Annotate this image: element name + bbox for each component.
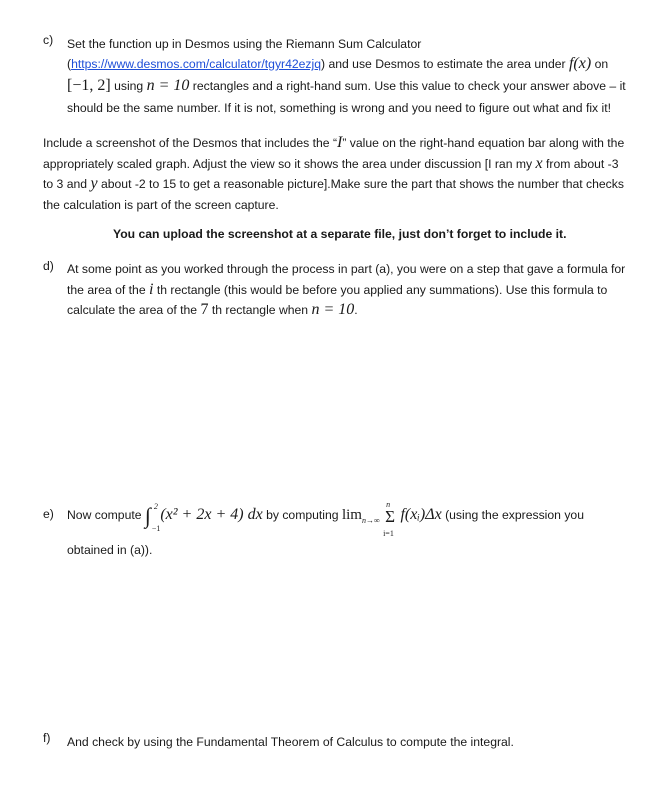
integral-expression xyxy=(144,502,263,533)
integral-lower: −1 xyxy=(151,524,161,533)
part-e-label: e) xyxy=(43,507,54,521)
part-d-body xyxy=(67,259,643,321)
part-c-line-1: Set the function up in Desmos using the Riemann Sum Calculator xyxy=(67,37,422,51)
upload-note: You can upload the screenshot at a separate file, just don’t forget to include it. xyxy=(113,227,567,241)
include-line-3: to 3 and y about -2 to 15 to get a reasonable picture].Make sure the part that shows the number that checks xyxy=(43,175,624,192)
include-line-1: Include a screenshot of the Desmos that includes the “I” value on the right-hand equation bar along with the xyxy=(43,134,625,151)
integral-upper: 2 xyxy=(153,502,158,511)
part-d-line-3: calculate the area of the 7 th rectangle when n = 10. xyxy=(67,301,358,318)
part-e-line-2: obtained in (a)). xyxy=(67,543,153,557)
interval-math: [−1, 2] xyxy=(67,77,111,94)
part-d-line-2: the area of the i th rectangle (this would be before you applied any summations). Use this formula to xyxy=(67,280,608,298)
sum-upper: n xyxy=(386,500,391,509)
part-d-line-1: At some point as you worked through the process in part (a), you were on a step that gave a formula for xyxy=(67,262,626,276)
y-symbol: y xyxy=(90,175,98,192)
seven-symbol: 7 xyxy=(200,301,209,318)
part-c-line-4: should be the same number. If it is not, something is wrong and you need to figure out what and fix it! xyxy=(67,101,612,115)
include-screenshot-paragraph xyxy=(43,133,653,215)
part-c-label: c) xyxy=(43,33,54,47)
x-symbol: x xyxy=(535,154,543,172)
include-line-4: the calculation is part of the screen capture. xyxy=(43,197,279,212)
summand: f(xᵢ)Δx xyxy=(400,506,442,523)
summation xyxy=(383,500,397,538)
I-symbol: I xyxy=(337,134,343,151)
sigma-symbol: Σ xyxy=(385,507,396,526)
part-f-body: And check by using the Fundamental Theorem of Calculus to compute the integral. xyxy=(67,735,514,749)
part-c-line-2: (https://www.desmos.com/calculator/tgyr42ezjq) and use Desmos to estimate the area under f(x) on xyxy=(67,55,609,72)
limit-subscript: n→∞ xyxy=(361,516,380,525)
n-equals-math: n = 10 xyxy=(146,77,190,94)
part-c-line-3: [−1, 2] using n = 10 rectangles and a right-hand sum. Use this value to check your answer above – it xyxy=(67,77,626,94)
n-equals-math-d: n = 10 xyxy=(311,301,355,318)
f-of-x-math: f(x) xyxy=(568,55,592,72)
integrand: (x² + 2x + 4) dx xyxy=(160,506,263,523)
integral-sign: ∫ xyxy=(144,503,151,528)
desmos-link[interactable]: https://www.desmos.com/calculator/tgyr42ezjq xyxy=(71,57,322,71)
part-e-body: Now compute ∫ 2 −1 (x² + 2x + 4) dx by computing $\lim_{n\to\infty}$ n Σ i=1 f(xᵢ)Δx (using the expression you xyxy=(67,504,643,532)
part-f-label: f) xyxy=(43,731,51,745)
include-line-2: appropriately scaled graph. Adjust the view so it shows the area under discussion [I ran my x from about -3 xyxy=(43,154,619,172)
limit-symbol: lim xyxy=(341,507,362,523)
sum-lower: i=1 xyxy=(383,529,394,538)
part-d-label: d) xyxy=(43,259,54,273)
part-c-body xyxy=(67,33,643,119)
i-symbol: i xyxy=(149,280,154,298)
